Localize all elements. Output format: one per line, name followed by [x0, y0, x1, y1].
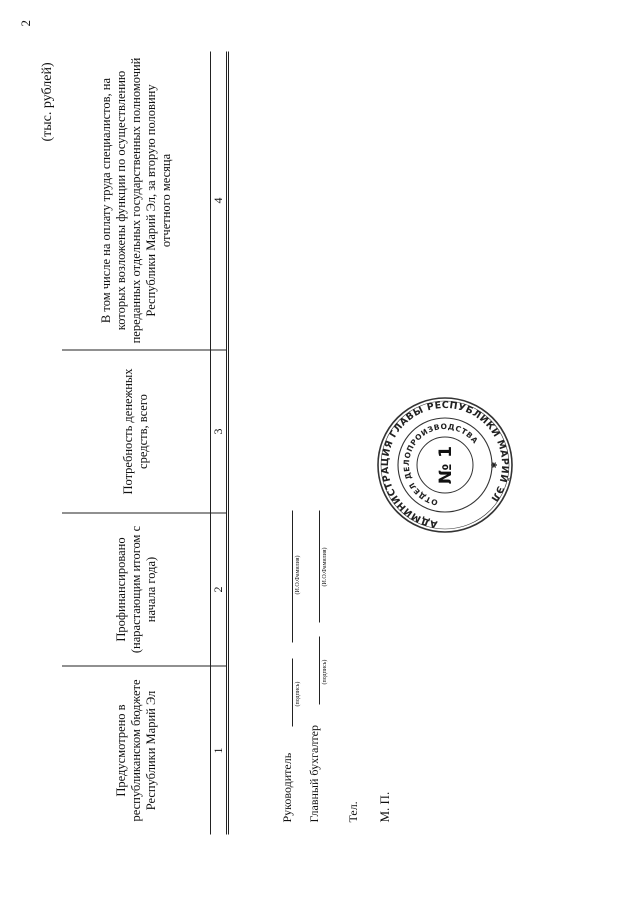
- header-planned: Предусмотрено в республиканском бюджете Республики Марий Эл: [62, 666, 211, 835]
- head-signature-caption: (подпись): [295, 681, 301, 707]
- head-signature-line: [292, 659, 293, 727]
- seal-inner-text: ОТДЕЛ ДЕЛОПРОИЗВОДСТВА: [401, 421, 480, 508]
- head-name-caption: (И.О.Фамилия): [295, 555, 301, 595]
- accountant-signature-caption: (подпись): [322, 659, 328, 685]
- seal-number: № 1: [436, 445, 456, 485]
- accountant-name-line: [319, 511, 320, 623]
- phone-label: Тел.: [346, 801, 360, 823]
- column-number: 3: [211, 350, 228, 513]
- official-seal: [375, 395, 515, 535]
- column-number: 2: [211, 513, 228, 666]
- head-name-line: [292, 511, 293, 643]
- header-need-total: Потребность денежных средств, всего: [62, 350, 211, 513]
- page-number: 2: [18, 20, 33, 27]
- chief-accountant-label: Главный бухгалтер: [307, 725, 321, 823]
- accountant-name-caption: (И.О.Фамилия): [322, 547, 328, 587]
- table-header-row: [62, 52, 211, 835]
- accountant-signature-line: [319, 637, 320, 705]
- header-financed: Профинансировано (нарастающим итогом с начала года): [62, 513, 211, 666]
- stamp-place-label: М. П.: [377, 791, 392, 823]
- unit-note: (тыс. рублей): [40, 62, 55, 142]
- budget-table: [62, 52, 229, 835]
- seal-outer-text: АДМИНИСТРАЦИЯ ГЛАВЫ РЕСПУБЛИКИ МАРИЙ ЭЛ: [379, 399, 511, 530]
- column-number: 4: [211, 52, 228, 351]
- seal-star-icon: ✱: [490, 461, 499, 469]
- head-label: Руководитель: [280, 752, 294, 823]
- header-salary-specialists: В том числе на оплату труда специалистов, на которых возложены функции по осуществлению переданных отдельных государственных полномочий Республики Марий Эл, за вторую половину отчетного месяца: [62, 52, 211, 351]
- column-number: 1: [211, 666, 228, 835]
- column-number-row: [211, 52, 228, 835]
